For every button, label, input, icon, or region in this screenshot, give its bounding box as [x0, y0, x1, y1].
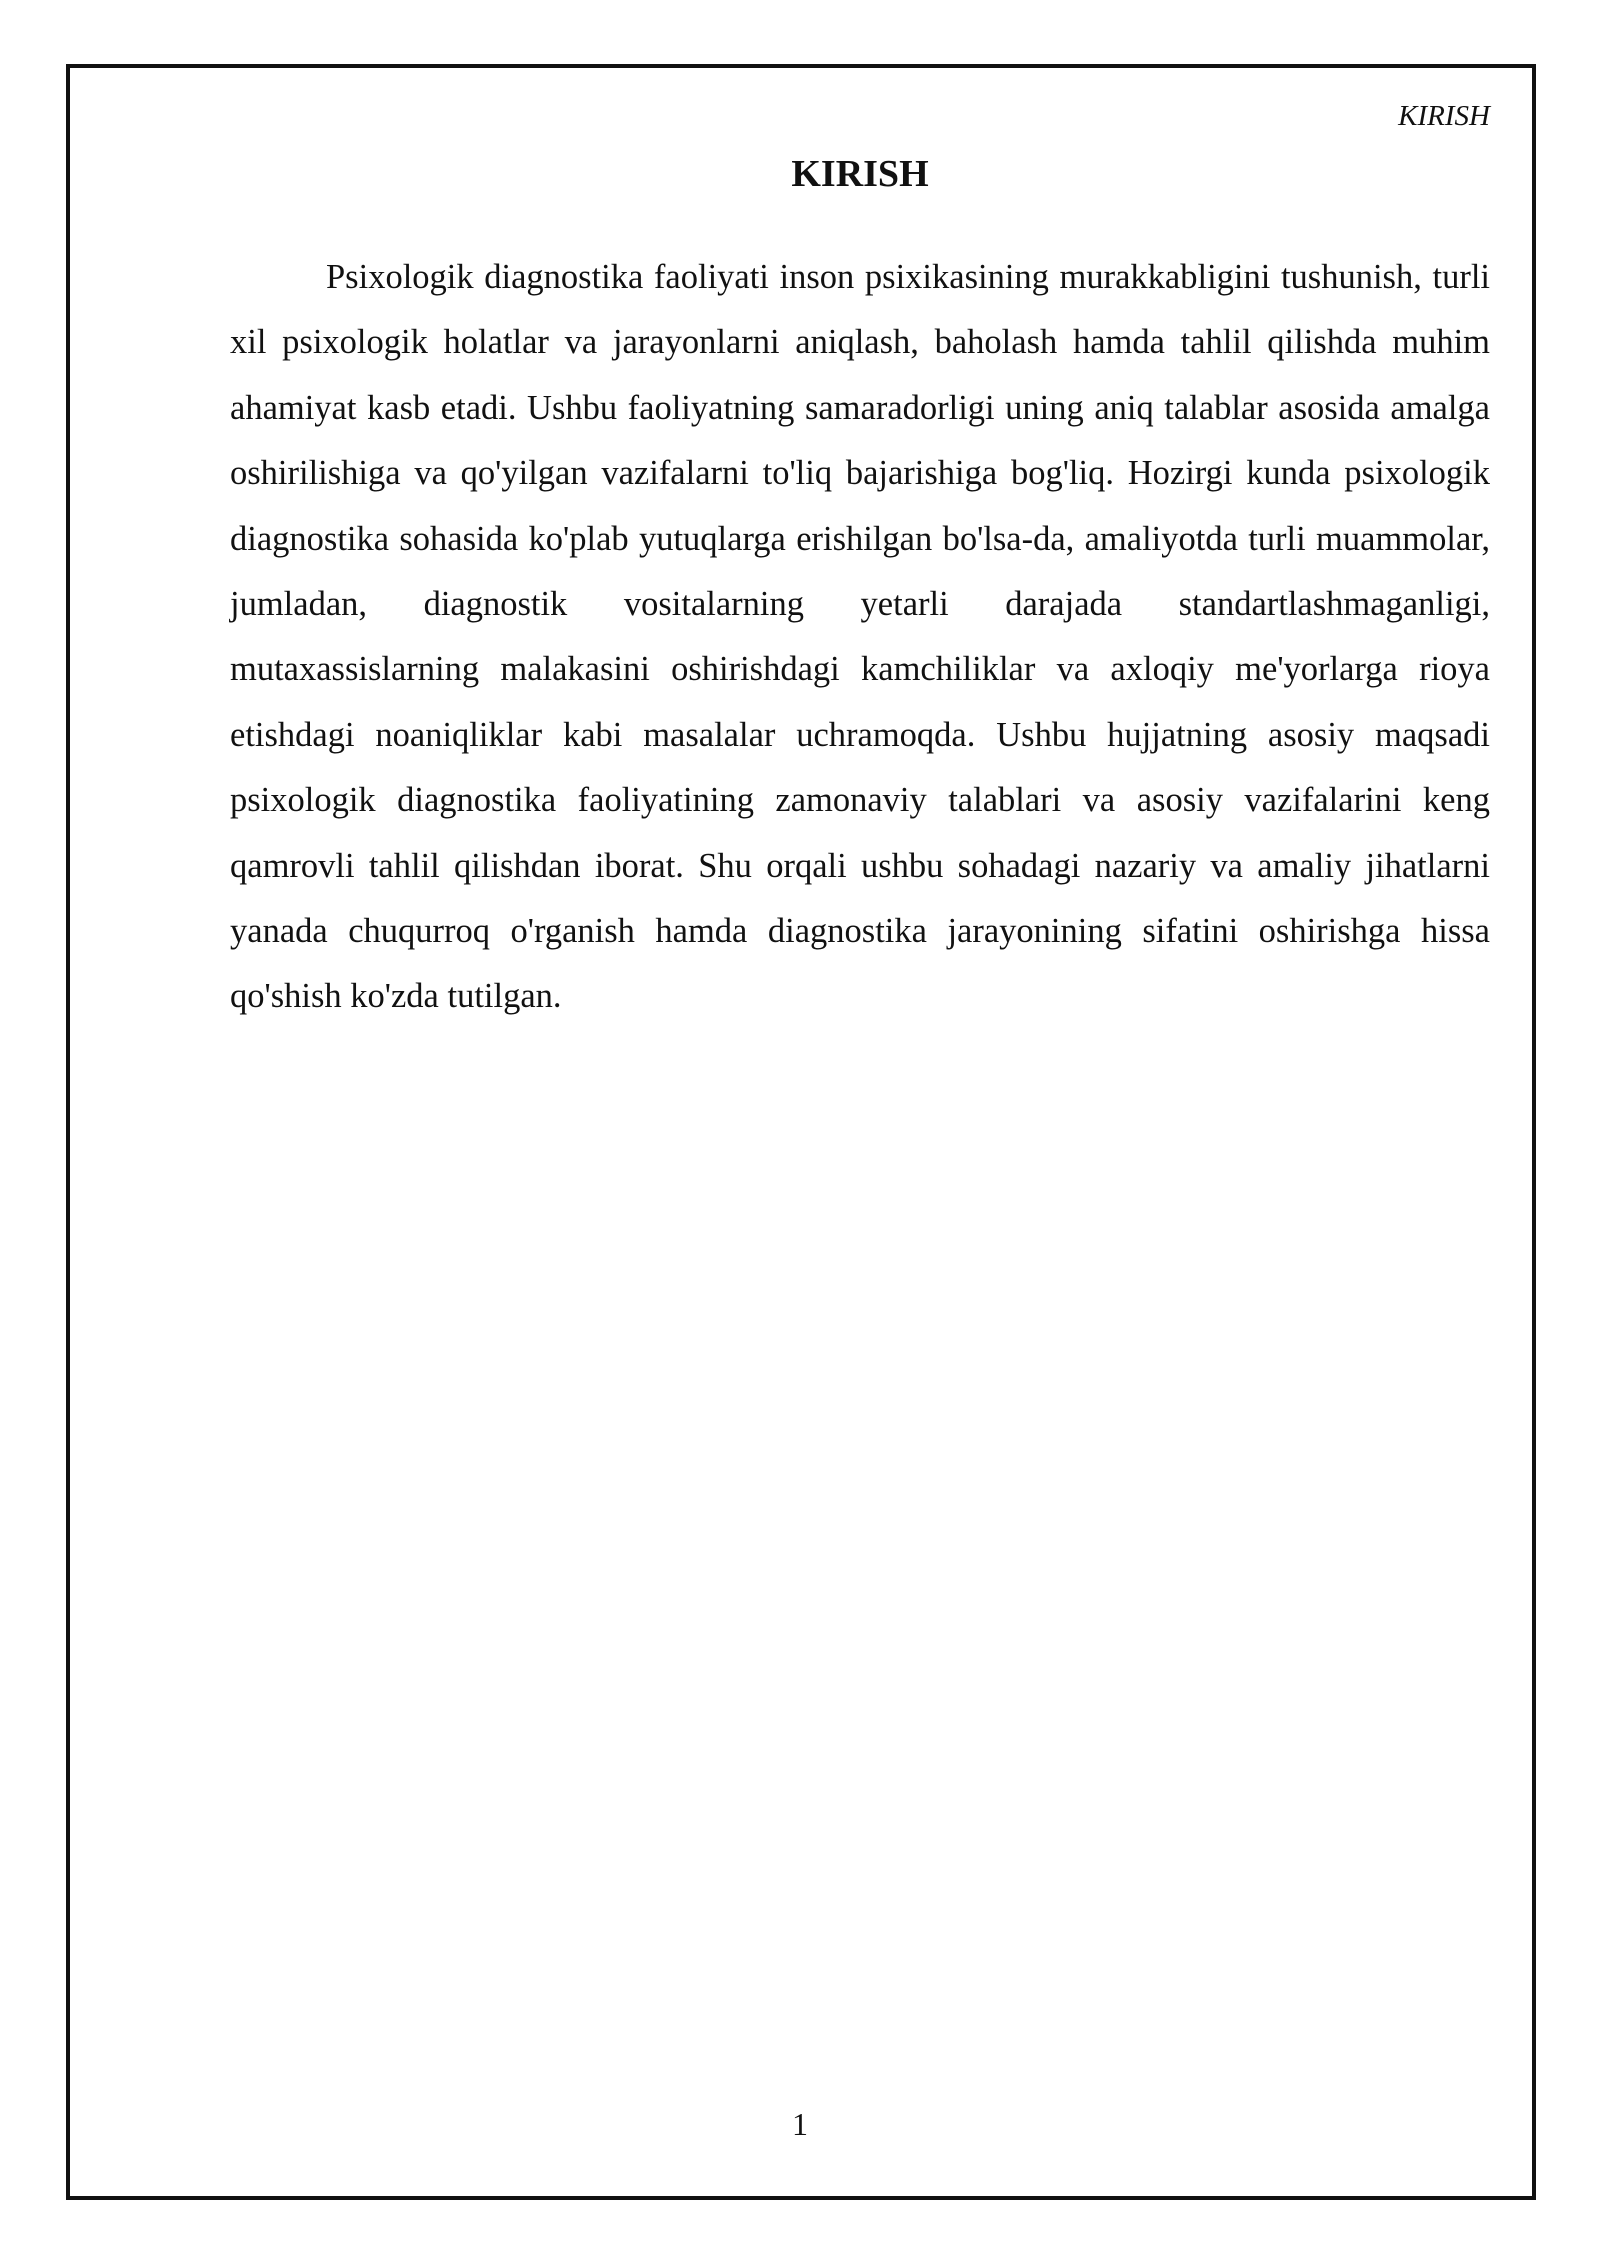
body-paragraph: Psixologik diagnostika faoliyati inson psixikasining murakkabligini tushunish, turli xil psixologik holatlar va jarayonlarni aniqlash, baholash hamda tahlil qilishda muhim ahamiyat kasb etadi. Ushbu faoliyatning samaradorligi uning aniq talablar asosida amalga oshirilishiga va qo'yilgan vazifalarni to'liq bajarishiga bog'liq. Hozirgi kunda psixologik diagnostika sohasida ko'plab yutuqlarga erishilgan bo'lsa-da, amaliyotda turli muammolar, jumladan, diagnostik vositalarning yetarli darajada standartlashmaganligi, mutaxassislarning malakasini oshirishdagi kamchiliklar va axloqiy me'yorlarga rioya etishdagi noaniqliklar kabi masalalar uchramoqda. Ushbu hujjatning asosiy maqsadi psixologik diagnostika faoliyatining zamonaviy talablari va asosiy vazifalarini keng qamrovli tahlil qilishdan iborat. Shu orqali ushbu sohadagi nazariy va amaliy jihatlarni yanada chuqurroq o'rganish hamda diagnostika jarayonining sifatini oshirishga hissa qo'shish ko'zda tutilgan. — [230, 258, 1490, 1016]
running-header: KIRISH — [1398, 100, 1490, 132]
page-number: 1 — [792, 2106, 808, 2142]
page-title: KIRISH — [791, 153, 929, 195]
